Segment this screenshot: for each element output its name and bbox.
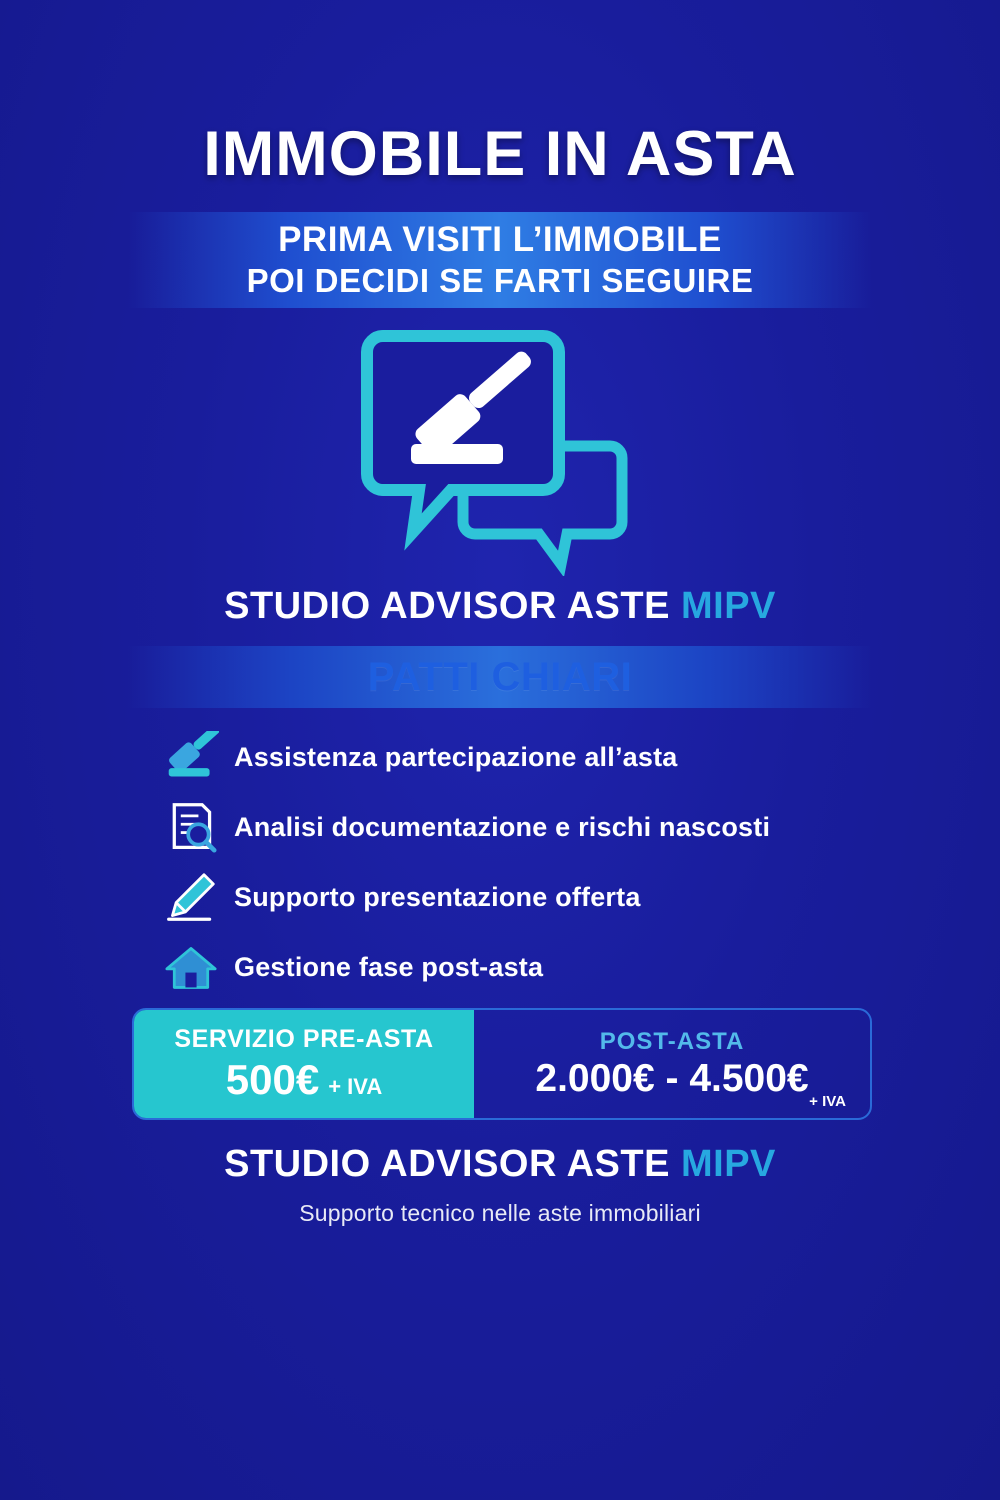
pricing-post-asta [474, 1010, 870, 1118]
page-title: IMMOBILE IN ASTA [203, 119, 797, 189]
footer-brand-suffix: MIPV [681, 1143, 776, 1185]
pricing-pre-value-row [226, 1056, 382, 1104]
pricing-post-vat: + IVA [809, 1093, 846, 1110]
tagline-band [128, 646, 872, 708]
subtitle-band [128, 212, 872, 308]
subtitle-line-2: POI DECIDI SE FARTI SEGUIRE [246, 262, 754, 300]
footer-brand [0, 1143, 1000, 1186]
pricing-pre-vat: + IVA [328, 1073, 383, 1099]
house-icon [160, 939, 222, 995]
footer-tagline: Supporto tecnico nelle aste immobiliari [299, 1200, 701, 1226]
brand-title [0, 585, 1000, 628]
subtitle-line-1: PRIMA VISITI L’IMMOBILE [278, 219, 722, 259]
pricing-post-value: 2.000€ - 4.500€ [535, 1056, 809, 1100]
list-item [160, 722, 900, 792]
list-item [160, 862, 900, 932]
document-search-icon [160, 799, 222, 855]
brand-suffix: MIPV [681, 585, 776, 627]
pricing-pre-label: SERVIZIO PRE-ASTA [174, 1024, 434, 1053]
pricing-pre-asta [134, 1010, 474, 1118]
pen-signature-icon [160, 869, 222, 925]
brand-name: STUDIO ADVISOR ASTE [224, 585, 670, 627]
list-item-label: Analisi documentazione e rischi nascosti [234, 811, 771, 842]
list-item-label: Gestione fase post-asta [234, 951, 544, 982]
list-item-label: Assistenza partecipazione all’asta [234, 741, 678, 772]
auction-gavel-chat-icon [355, 326, 645, 576]
feature-list [160, 722, 900, 1002]
list-item [160, 792, 900, 862]
list-item [160, 932, 900, 1002]
pricing-pre-value: 500€ [225, 1055, 320, 1103]
tagline-band-text: PATTI CHIARI [367, 654, 633, 699]
pricing-post-label: POST-ASTA [599, 1027, 745, 1055]
list-item-label: Supporto presentazione offerta [234, 881, 641, 912]
footer-brand-name: STUDIO ADVISOR ASTE [224, 1143, 670, 1185]
pricing-box [132, 1008, 872, 1120]
gavel-icon [160, 729, 222, 785]
